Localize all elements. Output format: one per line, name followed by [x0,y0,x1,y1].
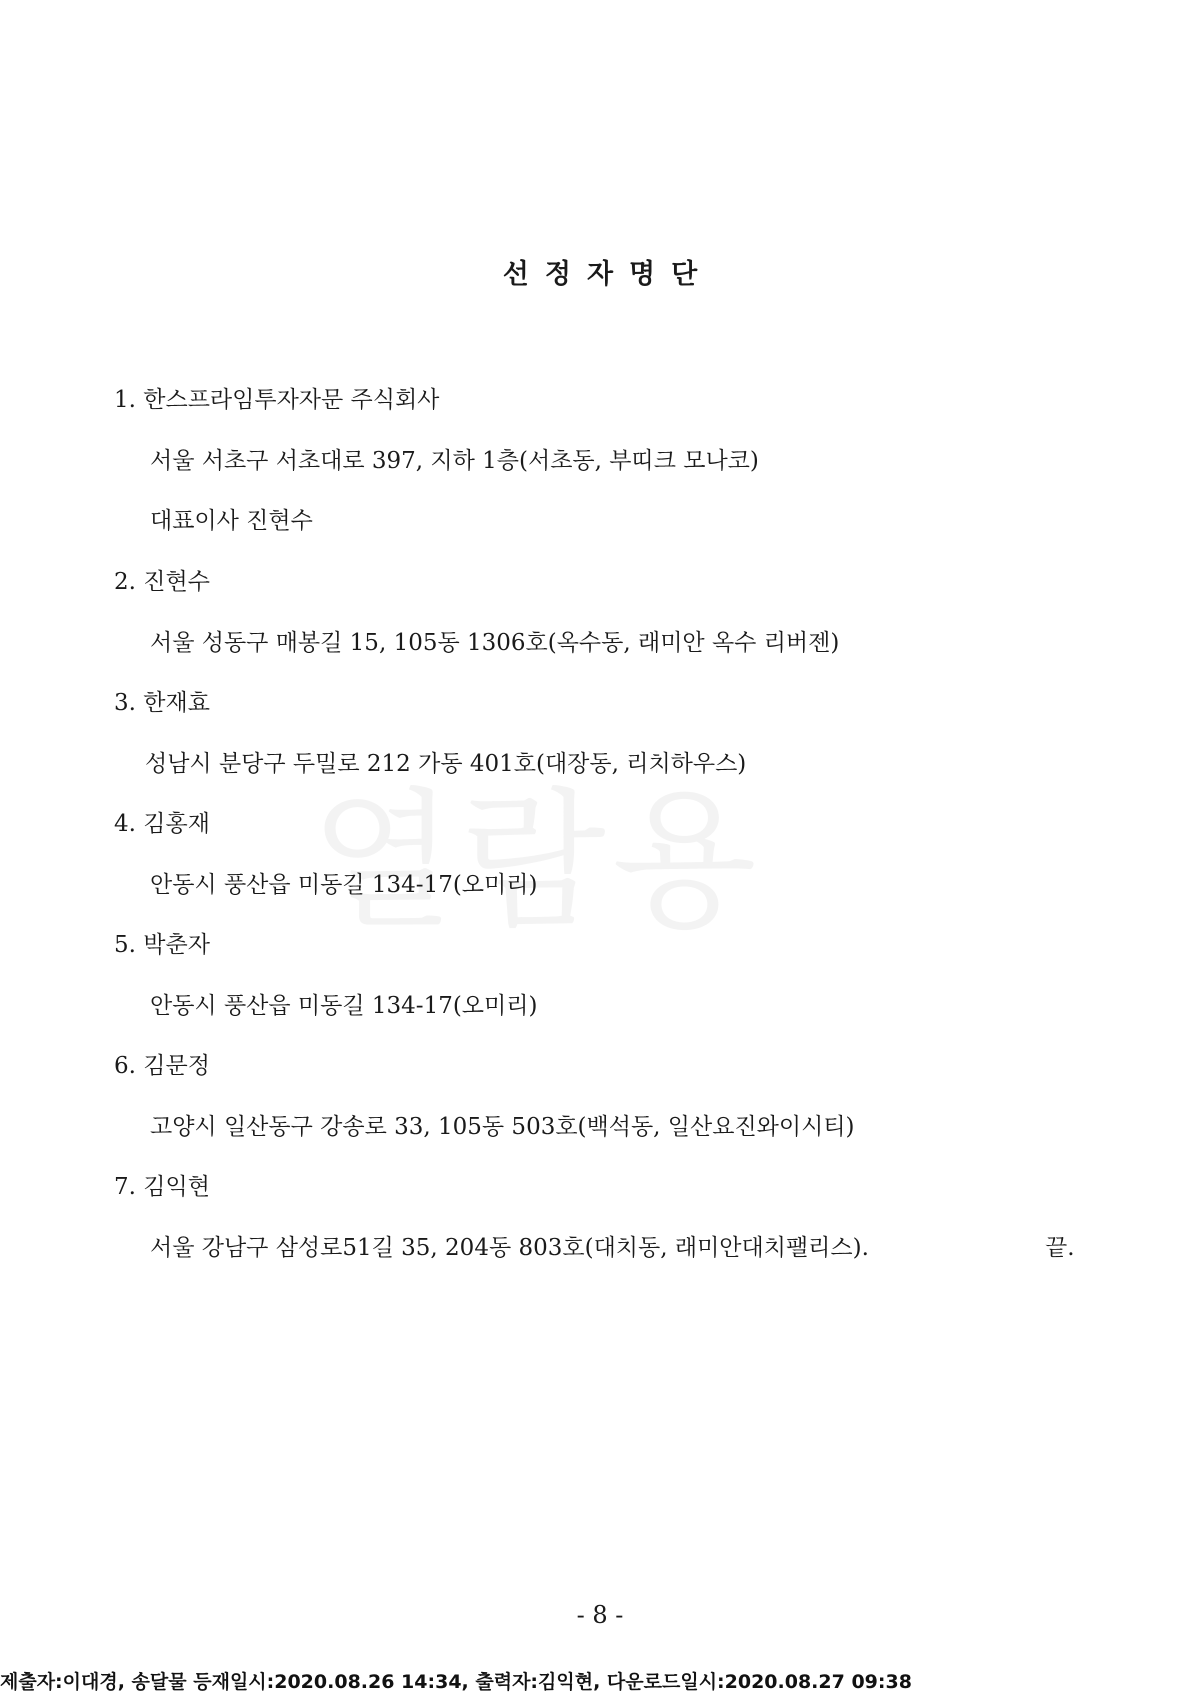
entry-representative: 대표이사 진현수 [150,508,313,534]
page-title: 선정자명단 [502,259,714,290]
page-number: - 8 - [576,1601,624,1629]
entry-address: 고양시 일산동구 강송로 33, 105동 503호(백석동, 일산요진와이시티) [150,1114,855,1140]
entry-address: 서울 서초구 서초대로 397, 지하 1층(서초동, 부띠크 모나코) [150,448,759,474]
entry-address: 서울 성동구 매봉길 15, 105동 1306호(옥수동, 래미안 옥수 리버젠) [150,630,840,656]
entry-heading: 3. 한재효 [114,690,210,716]
entry-address: 성남시 분당구 두밀로 212 가동 401호(대장동, 리치하우스) [145,751,747,777]
end-mark: 끝. [1045,1235,1075,1261]
entry-heading: 2. 진현수 [114,569,210,595]
download-footer: 제출자:이대경, 송달물 등재일시:2020.08.26 14:34, 출력자:김익현, 다운로드일시:2020.08.27 09:38 [0,1671,912,1693]
entry-address: 서울 강남구 삼성로51길 35, 204동 803호(대치동, 래미안대치팰리스). [150,1235,869,1261]
entry-heading: 4. 김홍재 [114,811,210,837]
entry-heading: 7. 김익현 [114,1174,210,1200]
entry-heading: 6. 김문정 [114,1053,210,1079]
entry-address: 안동시 풍산읍 미동길 134-17(오미리) [150,872,538,898]
entry-heading: 1. 한스프라임투자자문 주식회사 [114,387,440,413]
entry-address: 안동시 풍산읍 미동길 134-17(오미리) [150,993,538,1019]
entry-heading: 5. 박춘자 [114,932,210,958]
